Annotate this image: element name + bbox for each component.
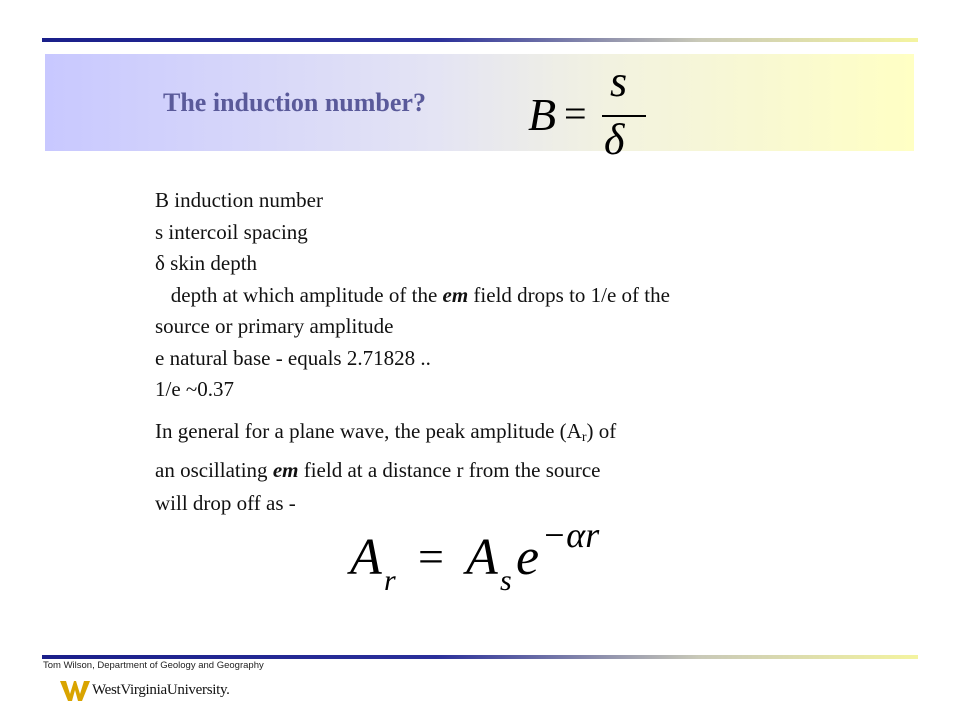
skin-depth-text-b: field drops to 1/e of the [468,282,670,307]
decay-formula [350,515,630,600]
wv-logo-icon [60,678,90,704]
para-line-2-end: field at a distance r from the source [298,458,601,482]
formula-equals: = [564,91,587,136]
formula-denominator: δ [604,115,625,164]
plane-wave-paragraph [155,415,616,520]
decay-equals: = [418,531,444,582]
formula-numerator: s [610,57,628,106]
decay-exponent: −αr [542,515,600,555]
formula-lhs: B [528,89,557,140]
skin-depth-line-1 [155,280,670,312]
para-line-1-text: In general for a plane wave, the peak amplitude (A [155,419,582,443]
em-term-2: em [272,458,299,482]
bottom-rule [42,655,918,659]
para-subscript-r: r [581,430,587,445]
logo-wordmark: WestVirginiaUniversity. [92,682,230,698]
definition-delta: δ skin depth [155,251,258,275]
skin-depth-text-a: depth at which amplitude of the [155,282,443,307]
top-rule [42,38,918,42]
para-line-2-text: an oscillating [155,458,273,482]
university-logo [60,676,260,706]
decay-e: e [516,529,540,586]
decay-rhs-sub: s [500,564,512,597]
decay-rhs-A: A [466,529,498,586]
natural-base-line: e natural base - equals 2.71828 .. [155,345,431,370]
induction-number-formula [524,57,644,164]
slide-title: The induction number? [163,88,426,117]
para-line-3: will drop off as - [155,491,296,515]
definition-s: s intercoil spacing [155,219,308,244]
para-line-2 [155,454,616,487]
para-line-1-end: ) of [586,419,617,443]
decay-lhs-sub: r [384,564,396,597]
definitions-block [155,185,670,406]
definition-b: B induction number [155,188,323,212]
skin-depth-line-2: source or primary amplitude [155,314,394,338]
footer-credit: Tom Wilson, Department of Geology and Geography [43,660,264,671]
em-term: em [442,282,469,307]
para-line-1 [155,415,616,454]
inverse-e-line: 1/e ~0.37 [155,377,235,401]
decay-lhs-A: A [350,529,382,586]
